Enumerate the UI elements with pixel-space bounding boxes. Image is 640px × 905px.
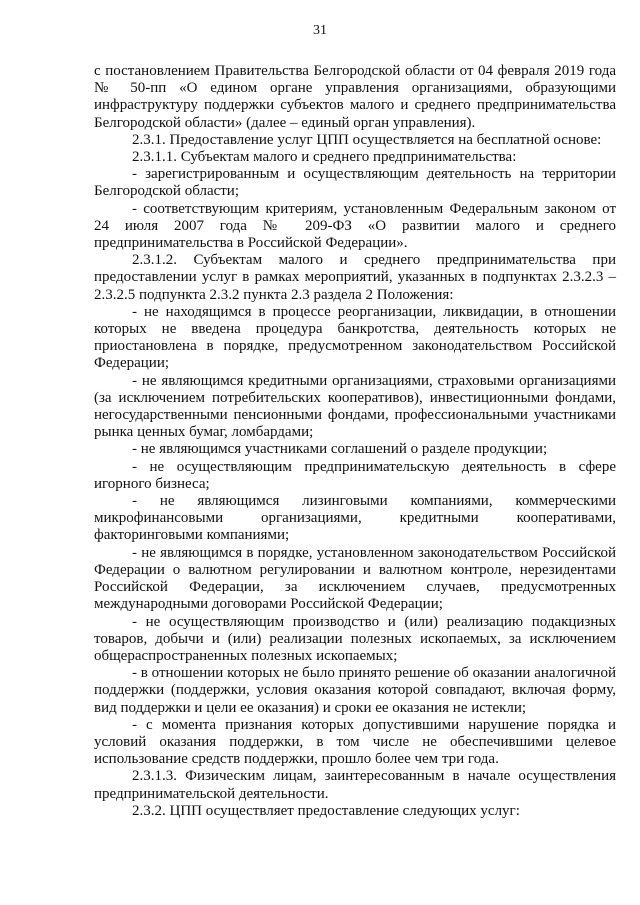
- list-item-not-leasing: - не являющимся лизинговыми компаниями, коммерческими микрофинансовыми организациями, кредитными кооперативами, факторинговыми компаниями;: [94, 493, 616, 544]
- paragraph-2-3-1: 2.3.1. Предоставление услуг ЦПП осуществляется на бесплатной основе:: [132, 131, 602, 148]
- list-item-not-credit-org: - не являющимся кредитными организациями, страховыми организациями (за исключением потребительских кооперативов), инвестиционными фондами, негосударственными пенсионными фондами, профессиональными участниками рынка ценных бумаг, ломбардами;: [94, 372, 616, 441]
- list-item-not-gambling: - не осуществляющим предпринимательскую деятельность в сфере игорного бизнеса;: [94, 458, 616, 492]
- paragraph-2-3-2: 2.3.2. ЦПП осуществляет предоставление следующих услуг:: [132, 802, 520, 819]
- document-body: [94, 63, 616, 820]
- page-number: 31: [313, 23, 327, 38]
- list-item-no-similar-support: - в отношении которых не было принято решение об оказании аналогичной поддержки (поддержки, условия оказания которой совпадают, включая форму, вид поддержки и цели ее оказания) и сроки ее оказания не истекли;: [94, 665, 616, 716]
- paragraph-decree-reference: с постановлением Правительства Белгородской области от 04 февраля 2019 года № 50-пп «О едином органе управления организациями, образующими инфраструктуру поддержки субъектов малого и среднего предпринимательства Белгородской области» (далее – единый орган управления).: [94, 63, 616, 131]
- list-item-not-excise: - не осуществляющим производство и (или) реализацию подакцизных товаров, добычи и (или) реализации полезных ископаемых, за исключением общераспространенных полезных ископаемых;: [94, 613, 616, 664]
- list-item-criteria: - соответствующим критериям, установленным Федеральным законом от 24 июля 2007 года № 209-ФЗ «О развитии малого и среднего предпринимательства в Российской Федерации».: [94, 200, 616, 252]
- paragraph-2-3-1-3: 2.3.1.3. Физическим лицам, заинтересованным в начале осуществления предпринимательской деятельности.: [94, 768, 616, 802]
- list-item-not-psa: - не являющимся участниками соглашений о разделе продукции;: [132, 441, 548, 458]
- list-item-registered: - зарегистрированным и осуществляющим деятельность на территории Белгородской области;: [94, 166, 616, 200]
- list-item-not-reorganizing: - не находящимся в процессе реорганизации, ликвидации, в отношении которых не введена процедура банкротства, деятельность которых не приостановлена в порядке, предусмотренном законодательством Российской Федерации;: [94, 303, 616, 372]
- paragraph-2-3-1-2: 2.3.1.2. Субъектам малого и среднего предпринимательства при предоставлении услуг в рамках мероприятий, указанных в подпунктах 2.3.2.3 – 2.3.2.5 подпункта 2.3.2 пункта 2.3 раздела 2 Положения:: [94, 252, 616, 303]
- list-item-violation-period: - с момента признания которых допустившими нарушение порядка и условий оказания поддержки, в том числе не обеспечившими целевое использование средств поддержки, прошло более чем три года.: [94, 716, 616, 768]
- paragraph-2-3-1-1: 2.3.1.1. Субъектам малого и среднего предпринимательства:: [132, 149, 517, 166]
- list-item-not-nonresident: - не являющимся в порядке, установленном законодательством Российской Федерации о валютном регулировании и валютном контроле, нерезидентами Российской Федерации, за исключением случаев, предусмотренных международными договорами Российской Федерации;: [94, 544, 616, 613]
